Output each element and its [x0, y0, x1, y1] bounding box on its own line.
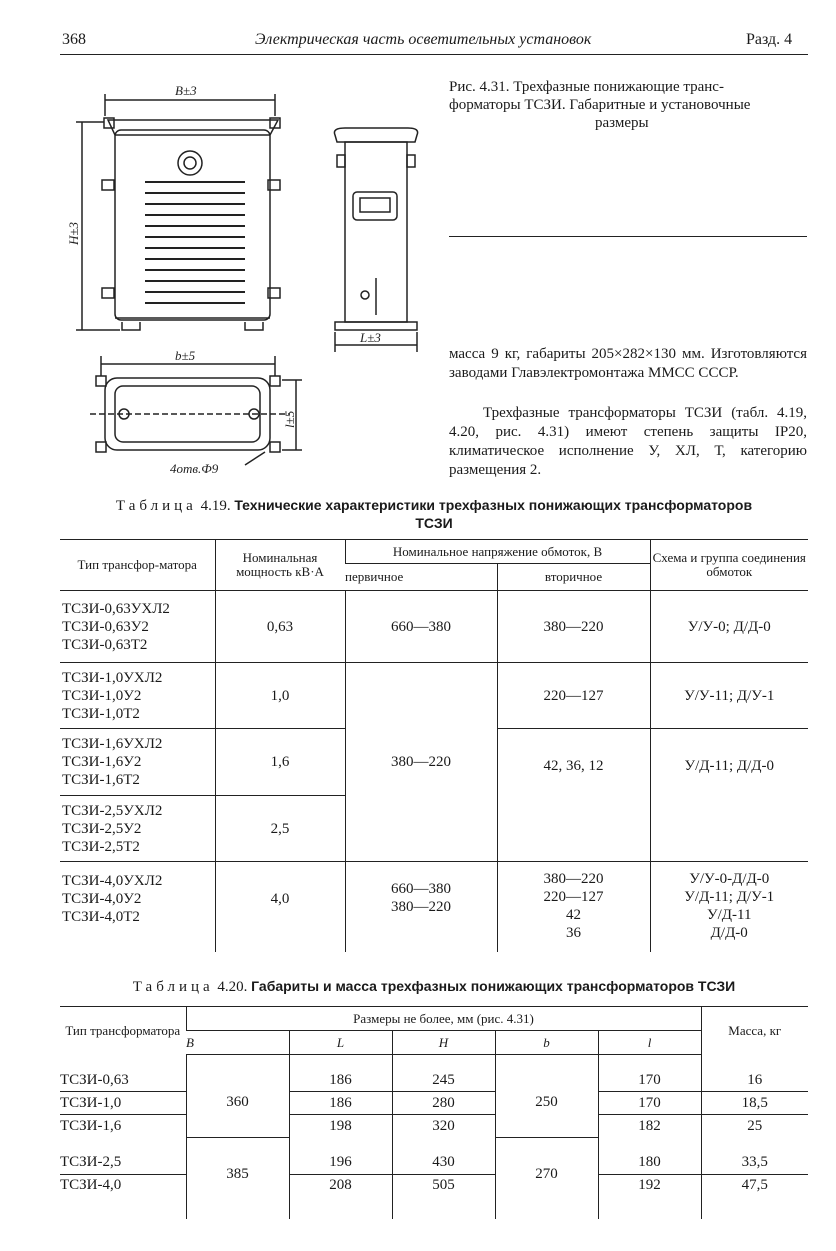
t2-type-4: ТСЗИ-4,0: [60, 1177, 122, 1193]
table1-caption: [60, 497, 808, 515]
table1-caption-text: Технические характеристики трехфазных понижающих трансформаторов: [234, 497, 753, 513]
t2-H-0: 245: [392, 1069, 495, 1092]
t2-L-0: 186: [289, 1069, 392, 1092]
t1-power-2: 1,6: [215, 729, 345, 796]
header-rule: [60, 54, 808, 55]
table2-caption: [60, 978, 808, 996]
t1-scheme-4: У/У-0-Д/Д-0 У/Д-11; Д/У-1 У/Д-11 Д/Д-0: [650, 862, 808, 952]
t2-l-2: 182: [598, 1115, 701, 1138]
table2-caption-text: Габариты и масса трехфазных понижающих трансформаторов ТСЗИ: [251, 978, 736, 994]
t2-type-1: ТСЗИ-1,0: [60, 1092, 186, 1115]
t2-th-type: Тип трансформатора: [60, 1007, 186, 1055]
table2-caption-number: 4.20.: [217, 979, 248, 995]
t2-th-l: l: [598, 1031, 701, 1055]
t2-B-group1: 360: [186, 1069, 289, 1137]
t2-l-1: 170: [598, 1092, 701, 1115]
table1-caption-number: 4.19.: [200, 498, 231, 514]
t1-secondary-0: 380—220: [497, 591, 650, 663]
paragraph-tszi: [449, 404, 807, 480]
t2-type-2: ТСЗИ-1,6: [60, 1117, 122, 1134]
t2-H-1: 280: [392, 1092, 495, 1115]
table1-caption-label: Таблица: [115, 498, 197, 514]
t1-types-1: ТСЗИ-1,0УХЛ2 ТСЗИ-1,0У2 ТСЗИ-1,0Т2: [60, 663, 215, 729]
t1-primary-0: 660—380: [345, 591, 497, 663]
t1-primary-4: 660—380 380—220: [345, 862, 497, 952]
t2-b-group2: 270: [495, 1152, 598, 1197]
th-power: Номинальная мощность кВ·А: [215, 540, 345, 591]
t2-L-1: 186: [289, 1092, 392, 1115]
figure-caption: [449, 78, 807, 132]
t2-l-3: 180: [598, 1152, 701, 1175]
t1-power-4: 4,0: [215, 862, 345, 952]
t2-L-4: 208: [289, 1174, 392, 1197]
th-type: Тип трансфор-матора: [60, 540, 215, 591]
t1-types-4: ТСЗИ-4,0УХЛ2 ТСЗИ-4,0У2 ТСЗИ-4,0Т2: [60, 862, 215, 952]
th-voltage: Номинальное напряжение обмоток, В: [345, 540, 650, 564]
table2-caption-label: Таблица: [132, 979, 214, 995]
dim-H-label: H±3: [66, 221, 81, 245]
t1-secondary-2: 42, 36, 12: [497, 729, 650, 862]
th-scheme: Схема и группа соединения обмоток: [650, 540, 808, 591]
t2-th-L: L: [289, 1031, 392, 1055]
table1-caption-tail: ТСЗИ: [415, 515, 453, 531]
t2-type-3: ТСЗИ-2,5: [60, 1152, 186, 1175]
th-secondary: вторичное: [497, 564, 650, 591]
t2-L-3: 196: [289, 1152, 392, 1175]
t2-th-b: b: [495, 1031, 598, 1055]
caption-line-1: Рис. 4.31. Трехфазные понижающие транс-: [449, 79, 724, 95]
t1-types-2: ТСЗИ-1,6УХЛ2 ТСЗИ-1,6У2 ТСЗИ-1,6Т2: [60, 729, 215, 796]
t2-mass-0: 16: [701, 1069, 808, 1092]
t1-secondary-1: 220—127: [497, 663, 650, 729]
t2-th-dims: Размеры не более, мм (рис. 4.31): [186, 1007, 701, 1031]
dim-L-label: L±3: [360, 330, 381, 345]
t2-mass-1: 18,5: [701, 1092, 808, 1115]
t1-types-0: ТСЗИ-0,63УХЛ2 ТСЗИ-0,63У2 ТСЗИ-0,63Т2: [62, 600, 170, 653]
t1-types-3: ТСЗИ-2,5УХЛ2 ТСЗИ-2,5У2 ТСЗИ-2,5Т2: [60, 796, 215, 862]
separator-rule: [449, 236, 807, 237]
t1-secondary-4: 380—220 220—127 42 36: [497, 862, 650, 952]
t1-scheme-0: У/У-0; Д/Д-0: [650, 591, 808, 663]
t1-power-1: 1,0: [215, 663, 345, 729]
t1-power-0: 0,63: [215, 591, 345, 663]
t2-type-0: ТСЗИ-0,63: [60, 1069, 186, 1092]
section-label: Разд. 4: [746, 31, 793, 48]
dim-B-label: B±3: [175, 83, 197, 98]
t1-scheme-1: У/У-11; Д/У-1: [650, 663, 808, 729]
t1-primary-shared: 380—220: [345, 663, 497, 862]
t2-l-0: 170: [598, 1069, 701, 1092]
t2-th-B: B: [186, 1031, 289, 1055]
caption-line-3: размеры: [595, 115, 649, 131]
paragraph-tszi-text: Трехфазные трансформаторы ТСЗИ (табл. 4.19, 4.20, рис. 4.31) имеют степень защиты IP20, климатическое исполнение У, ХЛ, Т, категорию размещения 2.: [449, 405, 807, 478]
dim-b-label: b±5: [175, 348, 196, 363]
table-4-19: [60, 539, 808, 952]
t2-mass-2: 25: [701, 1115, 808, 1138]
t2-b-group1: 250: [495, 1069, 598, 1137]
table-4-20: [60, 1006, 808, 1219]
t2-mass-3: 33,5: [701, 1152, 808, 1175]
t2-L-2: 198: [289, 1115, 392, 1138]
t2-mass-4: 47,5: [701, 1174, 808, 1197]
th-primary: первичное: [345, 564, 497, 591]
caption-line-2: форматоры ТСЗИ. Габаритные и установочные: [449, 97, 751, 113]
t1-power-3: 2,5: [215, 796, 345, 862]
t2-H-3: 430: [392, 1152, 495, 1175]
t2-th-H: H: [392, 1031, 495, 1055]
page-number: 368: [62, 31, 86, 48]
t1-scheme-2: У/Д-11; Д/Д-0: [650, 729, 808, 862]
t2-B-group2: 385: [186, 1152, 289, 1197]
paragraph-mass: масса 9 кг, габариты 205×282×130 мм. Изготовляются заводами Главэлектромонтажа ММСС СССР.: [449, 346, 807, 381]
holes-label: 4отв.Ф9: [170, 461, 219, 476]
t2-l-4: 192: [598, 1174, 701, 1197]
t2-H-4: 505: [392, 1174, 495, 1197]
running-title: Электрическая часть осветительных установок: [255, 31, 592, 48]
t2-H-2: 320: [392, 1115, 495, 1138]
dim-l-label: l±5: [282, 410, 297, 428]
transformer-drawing: [60, 60, 445, 480]
t2-th-mass: Масса, кг: [701, 1007, 808, 1055]
